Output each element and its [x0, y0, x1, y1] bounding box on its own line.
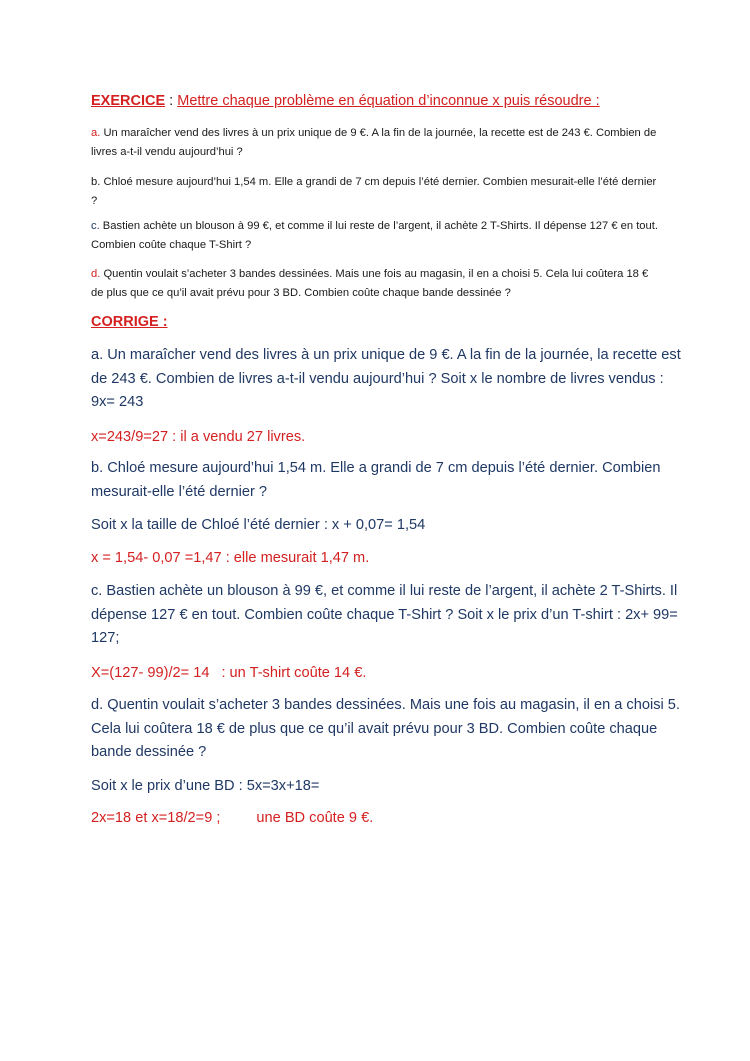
exercise-d-text: Quentin voulait s’acheter 3 bandes dessinées. Mais une fois au magasin, il en a choisi 5. Cela lui coûtera 18 € de plus que ce qu’il avait prévu pour 3 BD. Combien coûte chaque bande dessinée ?	[91, 268, 649, 299]
corrige-d-solution	[91, 807, 681, 831]
corrige-c-solution	[91, 662, 681, 686]
corrige-b-setup: Soit x la taille de Chloé l’été dernier : x + 0,07= 1,54	[91, 517, 426, 533]
exercise-b	[91, 173, 663, 211]
corrige-c-equation: X=(127- 99)/2= 14	[91, 665, 210, 681]
corrige-a-solution: x=243/9=27 : il a vendu 27 livres.	[91, 429, 306, 445]
exercise-b-letter: b.	[91, 176, 101, 188]
corrige-d-setup: Soit x le prix d’une BD : 5x=3x+18=	[91, 778, 320, 794]
exercise-a	[91, 124, 663, 162]
exercise-a-letter: a.	[91, 127, 101, 139]
exercise-heading	[91, 93, 600, 109]
exercise-d	[91, 265, 663, 303]
exercise-c	[91, 217, 663, 255]
exercise-c-text: Bastien achète un blouson à 99 €, et comme il lui reste de l’argent, il achète 2 T-Shirts. Il dépense 127 € en tout. Combien coûte chaque T-Shirt ?	[91, 220, 658, 251]
corrige-d-answer: une BD coûte 9 €.	[256, 810, 374, 826]
corrige-heading: CORRIGE :	[91, 314, 168, 330]
exercise-label: EXERCICE	[91, 93, 166, 109]
corrige-c-text: c. Bastien achète un blouson à 99 €, et comme il lui reste de l’argent, il achète 2 T-Shirts. Il dépense 127 € en tout. Combien coûte chaque T-Shirt ? Soit x le prix d’un T-shirt : 2x+ 99= 127;	[91, 583, 678, 646]
corrige-b-text: b. Chloé mesure aujourd’hui 1,54 m. Elle a grandi de 7 cm depuis l’été dernier. Combien mesurait-elle l’été dernier ?	[91, 460, 661, 500]
exercise-c-letter: c.	[91, 220, 100, 232]
exercise-a-text: Un maraîcher vend des livres à un prix unique de 9 €. A la fin de la journée, la recette est de 243 €. Combien de livres a-t-il vendu aujourd’hui ?	[91, 127, 657, 158]
exercise-d-letter: d.	[91, 268, 101, 280]
corrige-a-text: a. Un maraîcher vend des livres à un prix unique de 9 €. A la fin de la journée, la recette est de 243 €. Combien de livres a-t-il vendu aujourd’hui ? Soit x le nombre de livres vendus : 9x= 243	[91, 347, 681, 410]
exercise-b-text: Chloé mesure aujourd’hui 1,54 m. Elle a grandi de 7 cm depuis l’été dernier. Combien mesurait-elle l’été dernier ?	[91, 176, 657, 207]
corrige-d-equation: 2x=18 et x=18/2=9 ;	[91, 810, 221, 826]
corrige-c-answer: : un T-shirt coûte 14 €.	[221, 665, 367, 681]
corrige-b-solution: x = 1,54- 0,07 =1,47 : elle mesurait 1,47 m.	[91, 550, 370, 566]
corrige-d-text: d. Quentin voulait s’acheter 3 bandes dessinées. Mais une fois au magasin, il en a choisi 5. Cela lui coûtera 18 € de plus que ce qu’il avait prévu pour 3 BD. Combien coûte chaque bande dessinée ?	[91, 697, 680, 760]
exercise-instruction: Mettre chaque problème en équation d’inconnue x puis résoudre :	[177, 93, 600, 109]
heading-separator: :	[165, 93, 178, 109]
